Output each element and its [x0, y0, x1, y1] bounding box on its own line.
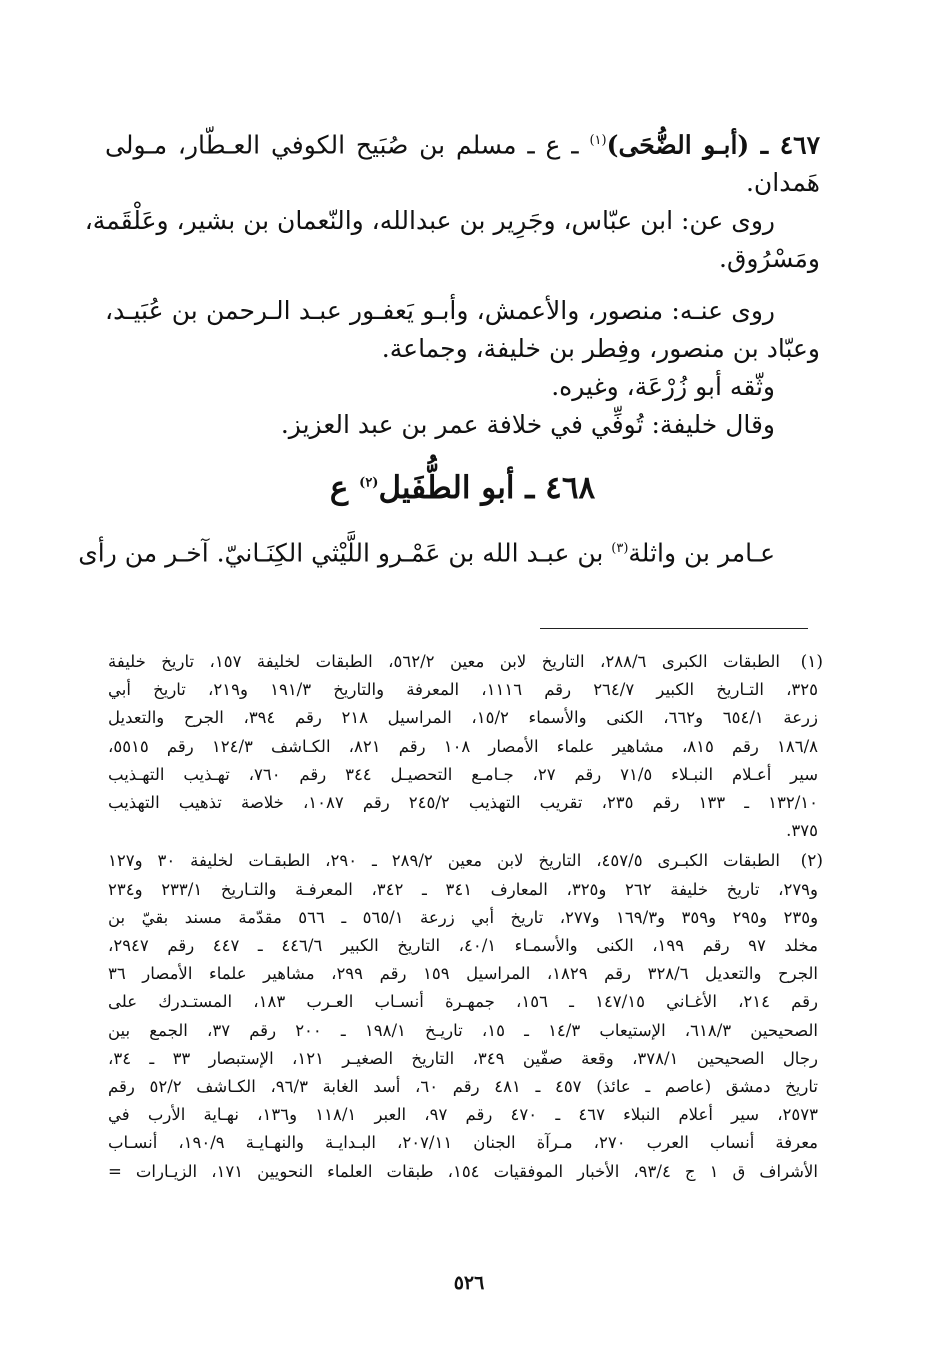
footnote-line: زرعة ٦٥٤/١ و٦٦٢، الكنى والأسماء ١٥/٢، المراسيل ٢١٨ رقم ٣٩٤، الجرح والتعديل: [108, 708, 818, 728]
main-text: [78, 122, 821, 573]
narrated-by-line: روى عنـه: منصور، والأعمش، وأبـو يَعفـور عبـد الـرحمن بن عُبَيـد،: [105, 296, 775, 326]
footnote-2: [108, 847, 823, 1185]
entry-468-heading-main: ٤٦٨ ـ أبو الطُّفَيل: [378, 470, 596, 507]
footnote-number: (٢): [800, 851, 823, 872]
footnote-line: ٣٧٥.: [786, 821, 818, 841]
footnote-separator: [540, 628, 808, 629]
entry-468-name-b: بن عبـد الله بن عَمْـرو اللَّيْثي الكِنَـانيّ. آخـر من رأى: [78, 538, 612, 568]
death-line: وقال خليفة: تُوفِّي في خلافة عمر بن عبد العزيز.: [280, 410, 775, 440]
footnote-line: رجال الصحيحين ٣٧٨/١، وقعة صفّين ٣٤٩، التاريخ الصغيـر ١٢١، الإستبصار ٣٣ ـ ٣٤،: [108, 1048, 819, 1068]
entry-468-heading: [105, 470, 820, 506]
footnote-line: ٣٢٥، التـاريخ الكبير ٢٦٤/٧ رقم ١١١٦، المعرفة والتاريخ ١٩١/٣ و٢١٩، تاريخ أبي: [108, 680, 818, 700]
footnote-line: الصحيحين ٦١٨/٣، الإستيعاب ١٤/٣ ـ ١٥، تاريـخ ١٩٨/١ ـ ٢٠٠ رقم ٣٧، الجمع بين: [108, 1020, 819, 1040]
footnote-line: معرفة أنساب العرب ٢٧٠، مـرآة الجنان ٢٠٧/١١، البـدايـة والنهـايـة ١٩٠/٩، أنسـاب: [108, 1133, 818, 1153]
page-number: ٥٢٦: [453, 1272, 485, 1294]
entry-468-heading-tail: ع: [329, 470, 360, 507]
footnote-ref-3: (٣): [611, 541, 629, 557]
footnote-line: سير أعـلام النبـلاء ٧١/٥ رقم ٢٧، جـامـع التحصيـل ٣٤٤ رقم ٧٦٠، تهـذيب التهـذيب: [108, 764, 819, 784]
footnotes: [108, 648, 823, 1186]
entry-467-title-rest: ـ ع ـ مسلم بن صُبَيح الكوفي العـطّار، مـولى: [105, 130, 590, 160]
footnote-number: (١): [800, 652, 823, 672]
entry-468-name-a: عـامر بن واثلة: [628, 538, 775, 568]
footnote-line: رقم ٢١٤، الأغـاني ١٤٧/١٥ ـ ١٥٦، جمهـرة أنسـاب العـرب ١٨٣، المستـدرك على: [108, 992, 818, 1012]
footnote-line: ٢٥٧٣، سير أعلام النبلاء ٤٦٧ ـ ٤٧٠ رقم ٩٧، العبر ١١٨/١ و١٣٦، نهـاية الأرب في: [108, 1105, 818, 1125]
footnote-line: الطبقات الكبـرى ٤٥٧/٥، التاريخ لابن معين ٢٨٩/٢ ـ ٢٩٠، الطبقـات لخليفة ٣٠ و١٢٧: [108, 851, 780, 871]
entry-467-title-line: [105, 122, 820, 164]
footnote-line: الأشراف ق ١ ج ٩٣/٤، الأخبار الموفقيات ١٥٤، طبقات العلماء النحويين ١٧١، الزيـارات =: [108, 1161, 818, 1181]
footnote-1: [108, 648, 823, 845]
footnote-line: مخلد ٩٧ رقم ١٩٩، الكنى والأسمـاء ٤٠/١، التاريخ الكبير ٤٤٦/٦ ـ ٤٤٧ رقم ٢٩٤٧،: [108, 936, 819, 956]
trustworthiness-line: وثّقه أبو زُرْعَة، وغيره.: [551, 372, 775, 402]
footnote-ref-1: (١): [589, 133, 607, 148]
entry-468-first-line: [78, 530, 820, 572]
narrated-from-cont: ومَسْرُوق.: [719, 244, 820, 274]
footnote-line: و٢٧٩، تاريخ خليفة ٢٦٢ و٣٢٥، المعارف ٣٤١ ـ ٣٤٢، المعرفـة والتـاريخ ٢٣٣/١ و٢٣٤: [108, 879, 819, 899]
footnote-line: تاريخ دمشق (عاصم ـ عائذ) ٤٥٧ ـ ٤٨١ رقم ٦٠، أسد الغابة ٩٦/٣، الكـاشف ٥٢/٢ رقم: [108, 1077, 819, 1097]
narrated-by-cont: وعبّاد بن منصور، وفِطر بن خليفة، وجماعة.: [381, 334, 820, 364]
footnote-line: ١٨٦/٨ رقم ٨١٥، مشاهير علماء الأمصار ١٠٨ رقم ٨٢١، الكـاشف ١٢٤/٣ رقم ٥٥١٥،: [108, 736, 819, 756]
entry-467-title-cont: هَمدان.: [745, 168, 820, 198]
footnote-ref-2: (٢): [359, 476, 379, 491]
footnote-line: ١٣٢/١٠ ـ ١٣٣ رقم ٢٣٥، تقريب التهذيب ٢٤٥/٢ رقم ١٠٨٧، خلاصة تذهيب التهذيب: [108, 793, 819, 813]
footnote-line: و٢٣٥ و٢٩٥ و٣٥٩ و١٦٩/٣ و٢٧٧، تاريخ أبي زرعة ٥٦٥/١ ـ ٥٦٦ مقدّمة مسند بقيّ بن: [108, 907, 819, 927]
narrated-from-line: روى عن: ابن عبّاس، وجَرِير بن عبدالله، والنّعمان بن بشير، وعَلْقَمة،: [84, 206, 775, 236]
footnote-line: الجرح والتعديل ٣٢٨/٦ رقم ١٨٢٩، المراسيل ١٥٩ رقم ٢٩٩، مشاهير علماء الأمصار ٣٦: [108, 964, 818, 984]
footnote-line: الطبقات الكبرى ٢٨٨/٦، التاريخ لابن معين ٥٦٢/٢، الطبقات لخليفة ١٥٧، تاريخ خليفة: [108, 652, 781, 671]
entry-467-number-name: ٤٦٧ ـ (أبـو الضُّحَى): [606, 130, 821, 160]
